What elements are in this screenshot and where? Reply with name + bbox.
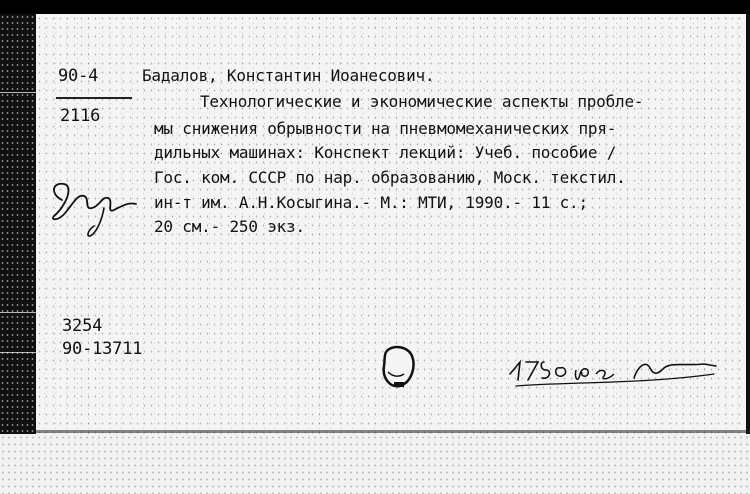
handwritten-initials-icon [44, 160, 144, 240]
description-line-4: Гос. ком. СССР по нар. образованию, Моск. текстил. [154, 168, 626, 187]
registration-code: 90-13711 [62, 339, 143, 359]
scan-right-border [746, 14, 750, 434]
author-heading: Бадалов, Константин Иоанесович. [142, 66, 435, 85]
shelf-mark: 90-4 [58, 66, 99, 86]
scan-bottom-margin [0, 434, 750, 494]
handwritten-price-note [504, 344, 724, 394]
description-line-3: дильных машинах: Конспект лекций: Учеб. пособие / [154, 143, 617, 162]
description-line-1: Технологические и экономические аспекты пробле- [200, 92, 644, 111]
description-line-5: ин-т им. А.Н.Косыгина.- М.: МТИ, 1990.- 11 с.; [154, 193, 588, 212]
scan-left-border [0, 14, 36, 434]
description-line-2: мы снижения обрывности на пневмомеханических пря- [154, 119, 617, 138]
border-tick [0, 92, 36, 93]
library-stamp-icon [378, 342, 418, 390]
border-tick [0, 312, 36, 313]
border-tick [0, 352, 36, 353]
card-bottom-edge [36, 430, 750, 433]
shelf-mark-rule [56, 97, 132, 99]
description-line-6: 20 см.- 250 экз. [154, 217, 305, 236]
inventory-number: 2116 [60, 106, 101, 126]
catalog-code: 3254 [62, 316, 103, 336]
